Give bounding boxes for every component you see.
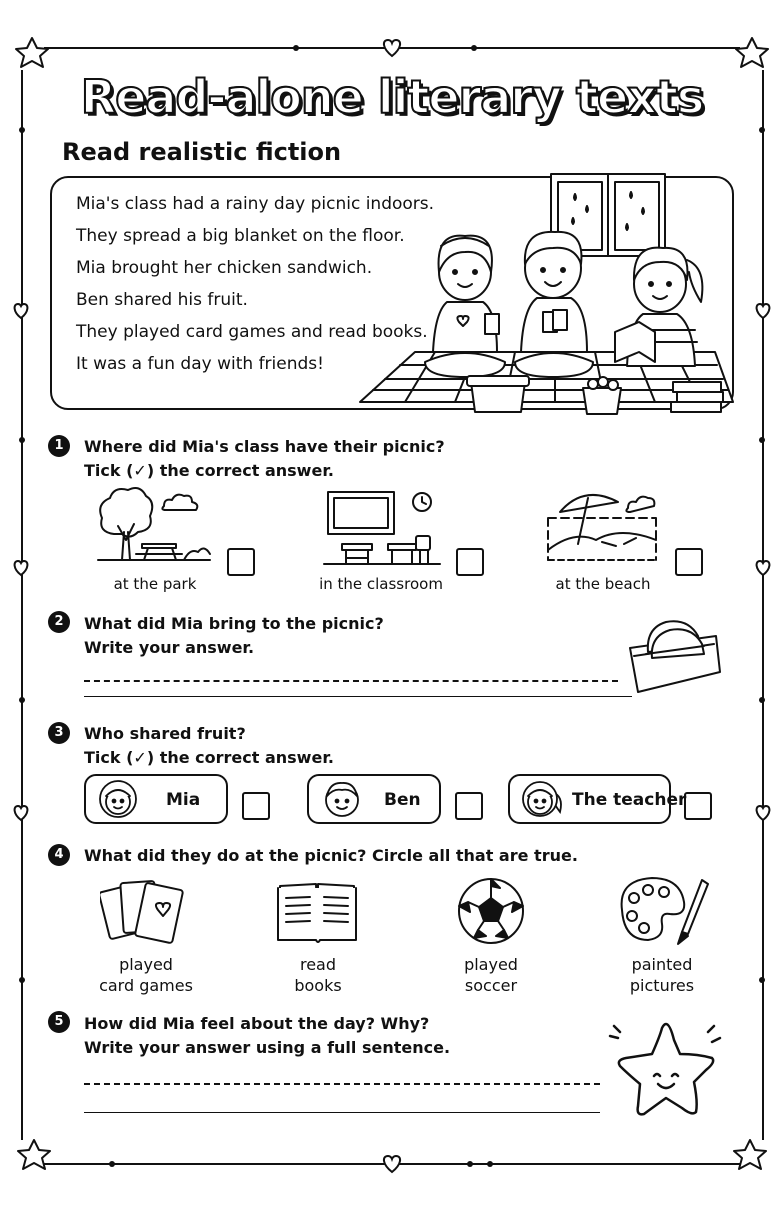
answer-underline-2 — [84, 696, 632, 697]
page-subtitle: Read realistic fiction — [62, 138, 342, 166]
question-4-text: What did they do at the picnic? Circle all that are true. — [84, 846, 578, 865]
question-number-5: 5 — [48, 1011, 70, 1033]
tickbox-teacher[interactable] — [684, 792, 712, 820]
activity-soccer-label-line1: played — [464, 955, 518, 974]
question-number-1: 1 — [48, 435, 70, 457]
heart-icon — [757, 561, 770, 575]
teacher-face-icon — [516, 778, 566, 820]
option-teacher-label: The teacher — [572, 790, 687, 810]
corner-star-icon — [734, 1140, 766, 1169]
option-classroom-label: in the classroom — [319, 575, 443, 593]
heart-icon — [757, 806, 770, 820]
option-ben-label: Ben — [384, 790, 421, 810]
sandwich-box-icon — [624, 612, 724, 698]
activity-cards-label-line1: played — [119, 955, 173, 974]
activity-soccer-label-line2: soccer — [464, 976, 518, 995]
palette-icon[interactable] — [614, 874, 714, 946]
cards-icon[interactable] — [100, 876, 192, 946]
story-line: They spread a big blanket on the floor. — [76, 226, 405, 246]
answer-underline-5 — [84, 1112, 600, 1113]
soccer-ball-icon[interactable] — [456, 876, 526, 946]
option-beach-label: at the beach — [555, 575, 651, 593]
question-number-2: 2 — [48, 611, 70, 633]
beach-icon — [544, 484, 660, 566]
question-1-instruction: Tick (✓) the correct answer. — [84, 461, 334, 480]
activity-painting-label-line1: painted — [631, 955, 693, 974]
tickbox-beach[interactable] — [675, 548, 703, 576]
story-line: Mia's class had a rainy day picnic indoors. — [76, 194, 435, 214]
book-icon[interactable] — [276, 878, 360, 944]
tickbox-classroom[interactable] — [456, 548, 484, 576]
classroom-icon — [322, 488, 442, 568]
activity-painting-label-line2: pictures — [629, 976, 695, 995]
answer-line-2[interactable] — [84, 680, 618, 682]
heart-icon — [384, 1156, 400, 1172]
option-park-label: at the park — [113, 575, 197, 593]
story-line: Mia brought her chicken sandwich. — [76, 258, 373, 278]
option-mia-label: Mia — [166, 790, 201, 810]
page-title: Read-alone literary texts — [80, 70, 704, 124]
story-line: It was a fun day with friends! — [76, 354, 324, 374]
picnic-illustration — [355, 172, 735, 422]
heart-icon — [757, 304, 770, 318]
question-3-text: Who shared fruit? — [84, 724, 246, 743]
question-2-text: What did Mia bring to the picnic? — [84, 614, 384, 633]
activity-books-label-line2: books — [294, 976, 342, 995]
question-number-3: 3 — [48, 722, 70, 744]
tickbox-park[interactable] — [227, 548, 255, 576]
activity-cards-label-line2: card games — [99, 976, 193, 995]
question-5-instruction: Write your answer using a full sentence. — [84, 1038, 451, 1057]
heart-icon — [15, 561, 28, 575]
answer-line-5[interactable] — [84, 1083, 600, 1085]
smiling-star-icon — [608, 1018, 724, 1122]
tickbox-ben[interactable] — [455, 792, 483, 820]
question-number-4: 4 — [48, 844, 70, 866]
heart-icon — [15, 304, 28, 318]
heart-icon — [384, 40, 400, 56]
park-icon — [94, 484, 214, 566]
boy-face-icon — [320, 778, 364, 820]
heart-icon — [15, 806, 28, 820]
question-2-instruction: Write your answer. — [84, 638, 255, 657]
corner-star-icon — [18, 1140, 50, 1169]
question-5-text: How did Mia feel about the day? Why? — [84, 1014, 430, 1033]
story-line: They played card games and read books. — [76, 322, 428, 342]
activity-books-label-line1: read — [299, 955, 337, 974]
girl-face-icon — [96, 778, 140, 820]
tickbox-mia[interactable] — [242, 792, 270, 820]
question-3-instruction: Tick (✓) the correct answer. — [84, 748, 334, 767]
story-line: Ben shared his fruit. — [76, 290, 248, 310]
question-1-text: Where did Mia's class have their picnic? — [84, 437, 445, 456]
